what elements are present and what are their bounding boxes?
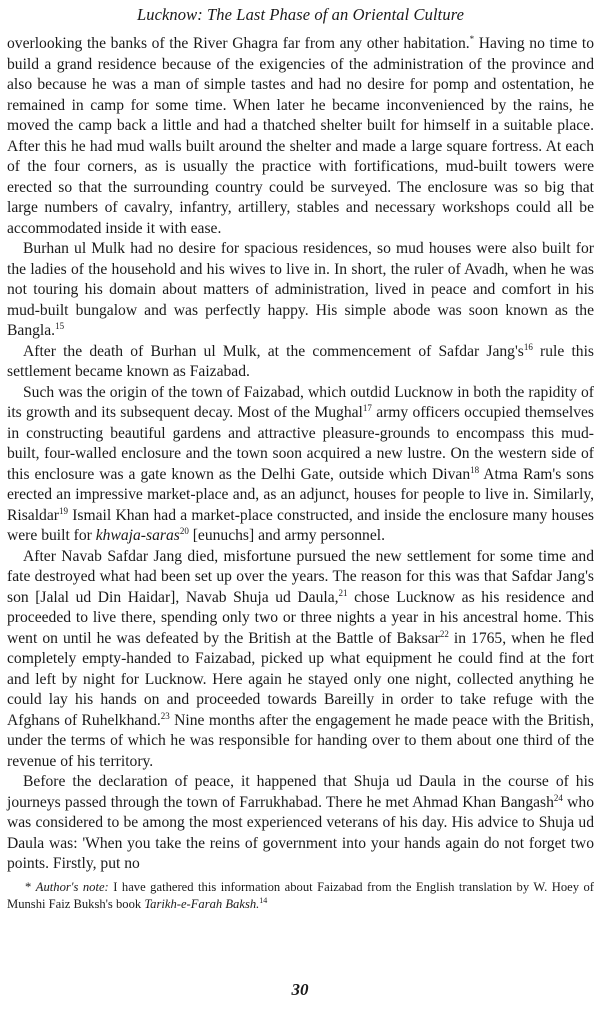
footnote-ref: 15 <box>55 320 65 331</box>
text-run: Before the declaration of peace, it happened that Shuja ud Daula in the course of his journeys passed through the town of Farrukhabad. There he met Ahmad Khan Bangash <box>7 773 594 811</box>
body-text <box>7 34 594 875</box>
text-run: [eunuchs] and army personnel. <box>188 527 385 544</box>
text-run: Having no time to build a grand residence because of the exigencies of the administration of the province and also because he was a man of simple tastes and had no desire for pomp and ostentation, he remained in camp for some time. When later he became inconvenienced by the rains, he moved the camp back a little and had a thatched shelter built for himself in a suitable place. After this he had mud walls built around the shelter and made a large square fortress. At each of the four corners, as is usually the practice with fortifications, mud-built towers were erected so that the surrounding country could be surveyed. The enclosure was so big that large numbers of cavalry, infantry, artillery, stables and necessary workshops could all be accommodated inside it with ease. <box>7 35 594 237</box>
text-run: overlooking the banks of the River Ghagra far from any other habitation. <box>7 35 470 52</box>
footnote-ref: * <box>469 33 475 44</box>
paragraph <box>7 239 594 342</box>
text-run: After the death of Burhan ul Mulk, at the commencement of Safdar Jang's <box>23 342 524 360</box>
text-run: in 1765, when he fled completely empty-handed to Faizabad, picked up what equipment he could find at the fort and left by night for Lucknow. Here again he stayed only one night, collected anything he could lay his hands on and proceeded towards Bareilly in order to take refuge with the Afghans of Ruhelkhand. <box>7 629 594 729</box>
text-run: Nine months after the engagement he made peace with the British, under the terms of which he was responsible for handing over to them about one third of the revenue of his territory. <box>7 711 594 770</box>
footnote-ref: 20 <box>179 525 189 536</box>
footnote-ref: 21 <box>338 587 348 598</box>
footnote <box>7 879 594 913</box>
footnote-ref: 24 <box>553 792 563 803</box>
paragraph <box>7 383 594 547</box>
running-head: Lucknow: The Last Phase of an Oriental Culture <box>136 5 465 24</box>
footnote-ref: 17 <box>362 402 372 413</box>
italic-text: khwaja-saras <box>95 527 180 544</box>
text-run: After Navab Safdar Jang died, misfortune pursued the new settlement for some time and fate destroyed what had been set up over the years. The reason for this was that Safdar Jang's son [Jalal ud Din Haidar], Navab Shuja ud Daula, <box>7 547 594 606</box>
text-run: who was considered to be among the most experienced veterans of his day. His advice to Shuja ud Daula was: 'When you take the reins of government into your hands again do not forget two points. Firstly, put no <box>7 793 594 872</box>
paragraph <box>7 772 594 875</box>
text-run: Ismail Khan had a market-place constructed, and inside the enclosure many houses were built for <box>7 506 594 544</box>
page-number: 30 <box>291 980 309 999</box>
paragraph <box>7 342 594 383</box>
paragraph <box>7 547 594 773</box>
text-run: Atma Ram's sons erected an impressive market-place and, as an adjunct, houses for people to live in. Similarly, Risaldar <box>7 465 594 524</box>
footnote-ref: 22 <box>439 628 449 639</box>
italic-text: Author's note: <box>35 879 109 894</box>
footnote-ref: 23 <box>160 710 170 721</box>
text-run: I have gathered this information about Faizabad from the English translation by W. Hoey of Munshi Faiz Buksh's book <box>7 879 594 911</box>
text-run: chose Lucknow as his residence and proceeded to live there, spending only two or three nights a year in his ancestral home. This went on until he was defeated by the British at the Battle of Baksar <box>7 588 594 647</box>
footnote-ref: 18 <box>470 464 480 475</box>
footnote-ref: 19 <box>58 505 68 516</box>
text-run: * <box>25 879 36 894</box>
text-run: army officers occupied themselves in constructing beautiful gardens and attractive pleasure-grounds to encompass this mud-built, four-walled enclosure and the town soon acquired a new lustre. On the western side of this enclosure was a gate known as the Delhi Gate, outside which Divan <box>7 404 595 483</box>
paragraph <box>7 34 594 239</box>
text-run: rule this settlement became known as Faizabad. <box>7 342 594 380</box>
italic-text: Tarikh-e-Farah Baksh. <box>144 896 260 911</box>
footnote-ref: 16 <box>523 341 533 352</box>
footnote-ref: 14 <box>259 895 268 905</box>
text-run: Burhan ul Mulk had no desire for spacious residences, so mud houses were also built for the ladies of the household and his wives to live in. In short, the ruler of Avadh, when he was not touring his domain about matters of administration, lived in peace and comfort in his mud-built bungalow and was perfectly happy. His simple abode was soon known as the Bangla. <box>7 240 594 339</box>
text-run: Such was the origin of the town of Faizabad, which outdid Lucknow in both the rapidity of its growth and its subsequent decay. Most of the Mughal <box>7 383 594 421</box>
